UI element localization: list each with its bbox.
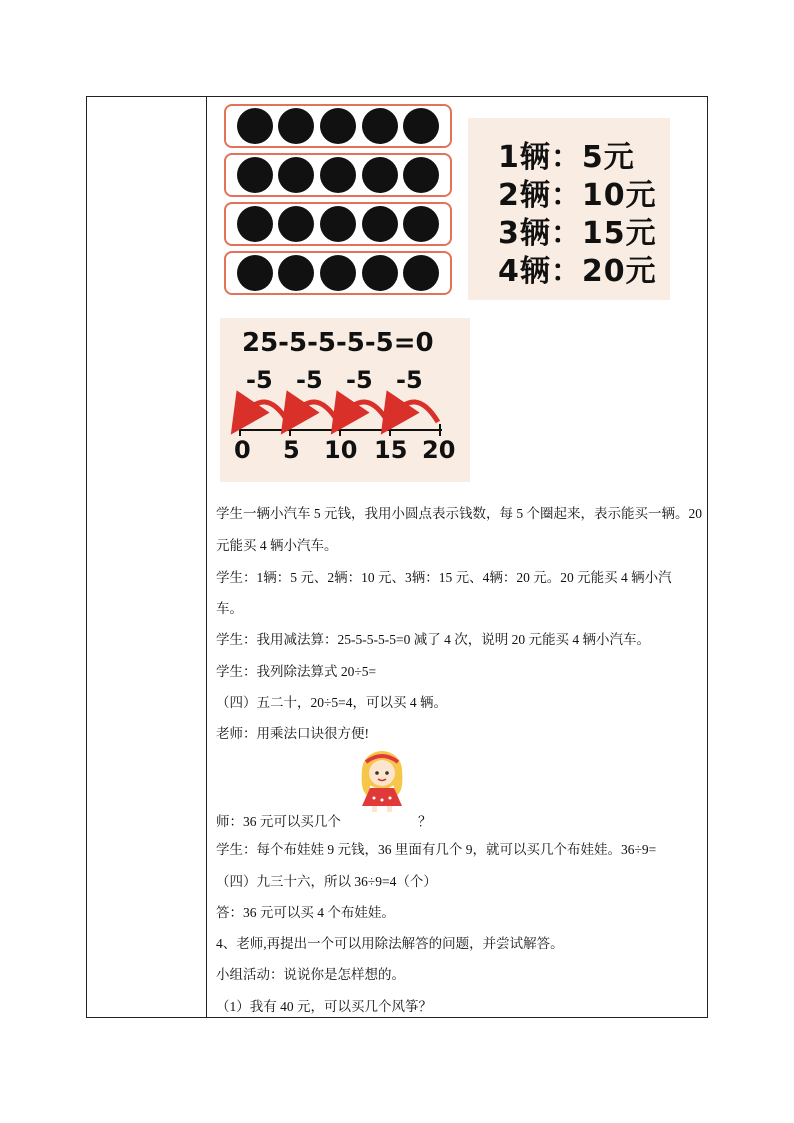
subtraction-figure (220, 318, 470, 482)
paragraph: 老师：用乘法口诀很方便! (216, 726, 369, 741)
price-list-figure (468, 118, 670, 300)
money-dot (320, 108, 356, 144)
paragraph: （1）我有 40 元，可以买几个风筝？ (216, 999, 432, 1014)
paragraph: （四）九三十六，所以 36÷9=4（个） (216, 874, 437, 889)
dot-group (224, 202, 452, 246)
jump-arrow (292, 402, 338, 422)
money-dot (320, 255, 356, 291)
tick-label: 20 (422, 436, 456, 464)
paragraph: 小组活动：说说你是怎样想的。 (216, 967, 405, 982)
dots-figure (224, 104, 454, 298)
money-dot (403, 108, 439, 144)
paragraph: 师：36 元可以买几个 (216, 814, 341, 829)
money-dot (403, 206, 439, 242)
paragraph: 学生：我用减法算：25-5-5-5-5=0 减了 4 次，说明 20 元能买 4 辆小汽车。 (216, 632, 650, 647)
money-dot (237, 206, 273, 242)
step-label: -5 (296, 366, 323, 394)
paragraph: 4、老师,再提出一个可以用除法解答的问题，并尝试解答。 (216, 936, 564, 951)
paragraph: 学生一辆小汽车 5 元钱，我用小圆点表示钱数，每 5 个圈起来，表示能买一辆。20 (216, 506, 702, 521)
paragraph: 学生：1辆：5 元、2辆：10 元、3辆：15 元、4辆：20 元。20 元能买 4 辆小汽 (216, 570, 672, 585)
money-dot (362, 255, 398, 291)
money-dot (362, 157, 398, 193)
paragraph: （四）五二十，20÷5=4，可以买 4 辆。 (216, 695, 448, 710)
dot-group (224, 104, 452, 148)
jump-arrow (392, 402, 438, 422)
money-dot (237, 108, 273, 144)
price-line: 3辆：15元 (498, 216, 657, 251)
subtraction-equation: 25-5-5-5-5=0 (242, 328, 434, 358)
money-dot (237, 255, 273, 291)
money-dot (278, 108, 314, 144)
paragraph: ？ (418, 814, 432, 829)
money-dot (278, 255, 314, 291)
price-line: 4辆：20元 (498, 254, 657, 289)
tick-label: 0 (234, 436, 251, 464)
doll-illustration (352, 748, 412, 814)
price-line: 1辆：5元 (498, 140, 635, 175)
money-dot (237, 157, 273, 193)
paragraph: 车。 (216, 601, 243, 616)
money-dot (403, 255, 439, 291)
money-dot (403, 157, 439, 193)
money-dot (320, 206, 356, 242)
step-label: -5 (396, 366, 423, 394)
jump-arrow (242, 402, 288, 422)
dot-group (224, 153, 452, 197)
paragraph: 答：36 元可以买 4 个布娃娃。 (216, 905, 395, 920)
table-column-divider (206, 96, 207, 1018)
tick-label: 5 (283, 436, 300, 464)
money-dot (320, 157, 356, 193)
jump-arrow (342, 402, 388, 422)
paragraph: 学生：我列除法算式 20÷5= (216, 664, 377, 679)
paragraph: 元能买 4 辆小汽车。 (216, 538, 338, 553)
money-dot (362, 108, 398, 144)
tick-label: 10 (324, 436, 358, 464)
tick-label: 15 (374, 436, 408, 464)
step-label: -5 (346, 366, 373, 394)
dot-group (224, 251, 452, 295)
price-line: 2辆：10元 (498, 178, 657, 213)
money-dot (278, 206, 314, 242)
paragraph: 学生：每个布娃娃 9 元钱，36 里面有几个 9，就可以买几个布娃娃。36÷9= (216, 842, 657, 857)
money-dot (362, 206, 398, 242)
step-label: -5 (246, 366, 273, 394)
money-dot (278, 157, 314, 193)
